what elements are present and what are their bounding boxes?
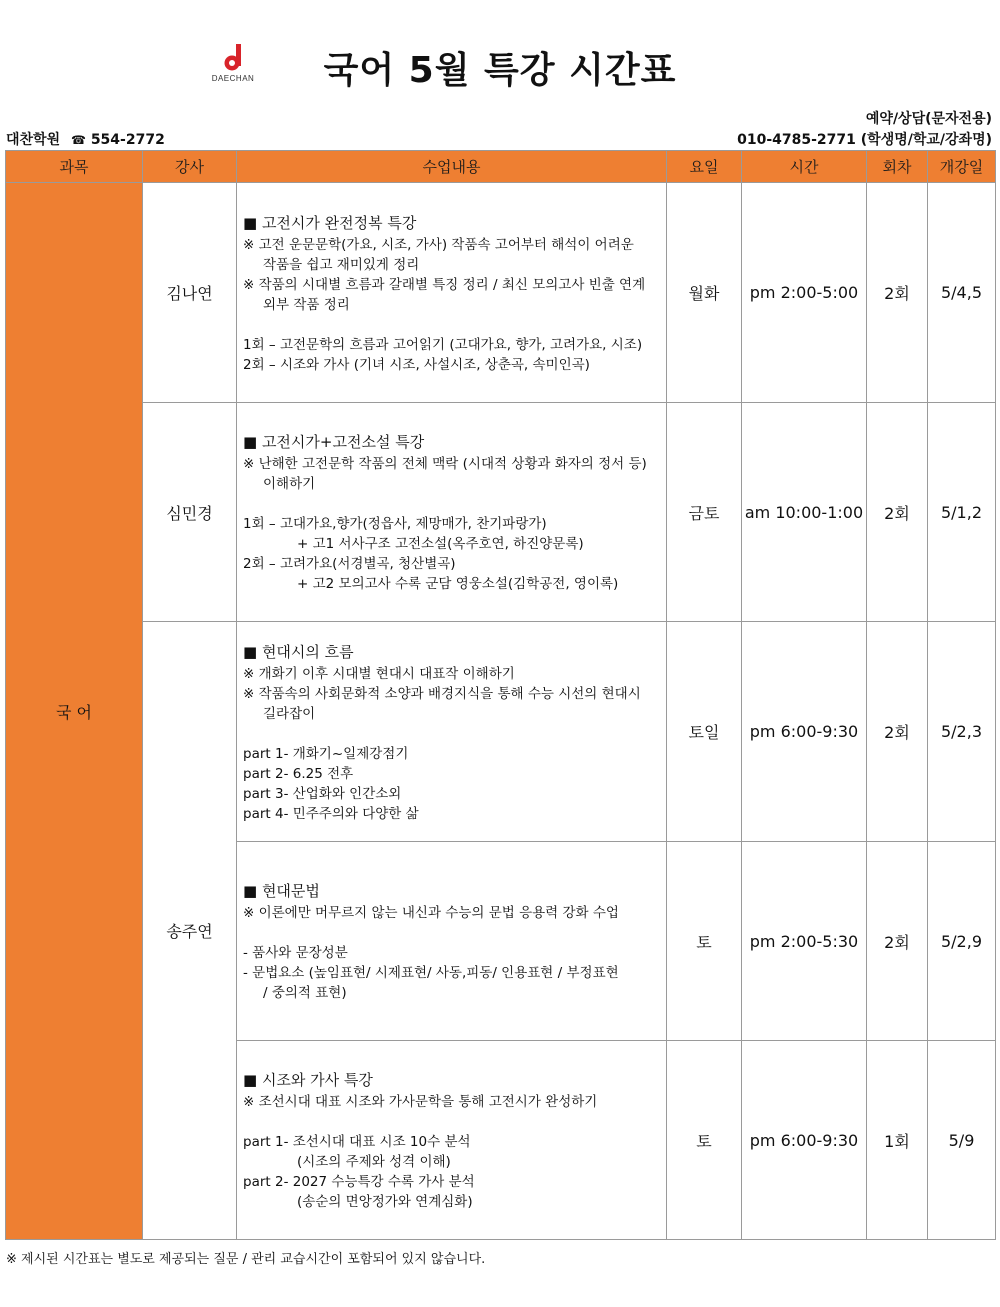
sessions-cell: 1회 xyxy=(867,1041,928,1240)
header-subject: 과목 xyxy=(6,151,143,183)
start-date-cell: 5/4,5 xyxy=(928,183,996,403)
content-line: + 고1 서사구조 고전소설(옥주호연, 하진양문록) xyxy=(297,536,584,552)
time-cell: am 10:00-1:00 xyxy=(742,403,867,622)
content-line: - 품사와 문장성분 xyxy=(243,945,348,961)
schedule-table xyxy=(5,150,996,1240)
content-line: ※ 이론에만 머무르지 않는 내신과 수능의 문법 응용력 강화 수업 xyxy=(243,905,619,921)
content-line: part 4- 민주주의와 다양한 삶 xyxy=(243,805,419,822)
table-row xyxy=(6,403,996,622)
content-line: - 문법요소 (높임표현/ 시제표현/ 사동,피동/ 인용표현 / 부정표현 xyxy=(243,965,619,981)
daechan-logo-icon xyxy=(222,44,244,72)
time-cell: pm 6:00-9:30 xyxy=(742,622,867,842)
content-line: / 중의적 표현) xyxy=(263,985,347,1001)
course-content xyxy=(237,403,667,622)
sessions-cell: 2회 xyxy=(867,403,928,622)
content-line: ※ 고전 운문문학(가요, 시조, 가사) 작품속 고어부터 해석이 어려운 xyxy=(243,236,634,253)
course-content xyxy=(237,183,667,403)
course-title: ■ 시조와 가사 특강 xyxy=(243,1071,373,1089)
course-title: ■ 현대문법 xyxy=(243,882,320,900)
content-line: + 고2 모의고사 수록 군담 영웅소설(김학공전, 영이록) xyxy=(297,576,619,592)
content-line: 1회 – 고대가요,향가(정읍사, 제망매가, 찬기파랑가) xyxy=(243,516,547,532)
start-date-cell: 5/1,2 xyxy=(928,403,996,622)
content-line: ※ 난해한 고전문학 작품의 전체 맥락 (시대적 상황과 화자의 정서 등) xyxy=(243,456,647,472)
mobile-contact: 010-4785-2771 (학생명/학교/강좌명) xyxy=(737,132,992,148)
teacher-cell: 김나연 xyxy=(143,183,237,403)
start-date-cell: 5/9 xyxy=(928,1041,996,1240)
logo-text: DAECHAN xyxy=(211,74,255,83)
header-day: 요일 xyxy=(667,151,742,183)
content-line: 1회 – 고전문학의 흐름과 고어읽기 (고대가요, 향가, 고려가요, 시조) xyxy=(243,336,643,353)
day-cell: 토 xyxy=(667,1041,742,1240)
content-line: part 1- 조선시대 대표 시조 10수 분석 xyxy=(243,1134,471,1150)
time-cell: pm 2:00-5:00 xyxy=(742,183,867,403)
table-row xyxy=(6,622,996,842)
teacher-cell: 송주연 xyxy=(143,622,237,1240)
content-line: part 2- 6.25 전후 xyxy=(243,765,354,782)
subject-cell: 국 어 xyxy=(6,183,143,1240)
day-cell: 월화 xyxy=(667,183,742,403)
table-row xyxy=(6,183,996,403)
time-cell: pm 6:00-9:30 xyxy=(742,1041,867,1240)
course-content xyxy=(237,842,667,1041)
content-line: (시조의 주제와 성격 이해) xyxy=(297,1154,451,1170)
reservation-label: 예약/상담(문자전용) xyxy=(865,111,992,127)
content-line: part 2- 2027 수능특강 수록 가사 분석 xyxy=(243,1174,475,1190)
table-header-row xyxy=(6,151,996,183)
academy-name: 대찬학원 xyxy=(6,132,61,148)
footnote: ※ 제시된 시간표는 별도로 제공되는 질문 / 관리 교습시간이 포함되어 있지 않습니다. xyxy=(6,1252,486,1267)
day-cell: 토 xyxy=(667,842,742,1041)
header-content: 수업내용 xyxy=(237,151,667,183)
content-line: 이해하기 xyxy=(263,476,316,492)
time-cell: pm 2:00-5:30 xyxy=(742,842,867,1041)
start-date-cell: 5/2,9 xyxy=(928,842,996,1041)
page-title: 국어 5월 특강 시간표 xyxy=(323,50,677,91)
day-cell: 금토 xyxy=(667,403,742,622)
content-line: part 1- 개화기~일제강점기 xyxy=(243,745,409,762)
content-line: ※ 개화기 이후 시대별 현대시 대표작 이해하기 xyxy=(243,665,515,682)
content-line: ※ 작품속의 사회문화적 소양과 배경지식을 통해 수능 시선의 현대시 xyxy=(243,685,641,702)
course-content xyxy=(237,622,667,842)
content-line: 2회 – 시조와 가사 (기녀 시조, 사설시조, 상춘곡, 속미인곡) xyxy=(243,356,590,373)
header-sessions: 회차 xyxy=(867,151,928,183)
phone-icon: ☎ xyxy=(70,133,86,147)
content-line: 2회 – 고려가요(서경별곡, 청산별곡) xyxy=(243,556,456,572)
header-start-date: 개강일 xyxy=(928,151,996,183)
content-line: ※ 조선시대 대표 시조와 가사문학을 통해 고전시가 완성하기 xyxy=(243,1094,598,1110)
course-title: ■ 고전시가+고전소설 특강 xyxy=(243,433,425,451)
content-line: 작품을 쉽고 재미있게 정리 xyxy=(263,256,420,273)
sessions-cell: 2회 xyxy=(867,183,928,403)
daechan-logo xyxy=(211,44,255,90)
start-date-cell: 5/2,3 xyxy=(928,622,996,842)
content-line: 길라잡이 xyxy=(263,705,316,722)
content-line: 외부 작품 정리 xyxy=(263,296,350,313)
sessions-cell: 2회 xyxy=(867,622,928,842)
course-title: ■ 현대시의 흐름 xyxy=(243,642,354,661)
sessions-cell: 2회 xyxy=(867,842,928,1041)
academy-info xyxy=(6,129,165,149)
day-cell: 토일 xyxy=(667,622,742,842)
header-teacher: 강사 xyxy=(143,151,237,183)
content-line: part 3- 산업화와 인간소외 xyxy=(243,785,402,802)
course-title: ■ 고전시가 완전정복 특강 xyxy=(243,213,417,232)
content-line: (송순의 면앙정가와 연계심화) xyxy=(297,1194,473,1210)
header-time: 시간 xyxy=(742,151,867,183)
teacher-cell: 심민경 xyxy=(143,403,237,622)
course-content xyxy=(237,1041,667,1240)
academy-phone: 554-2772 xyxy=(90,132,165,148)
content-line: ※ 작품의 시대별 흐름과 갈래별 특징 정리 / 최신 모의고사 빈출 연계 xyxy=(243,276,646,293)
